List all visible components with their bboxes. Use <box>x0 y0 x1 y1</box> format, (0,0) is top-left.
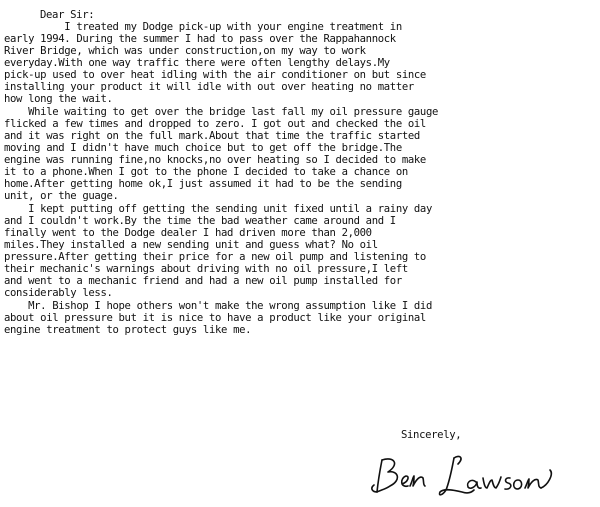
letter-line: everyday.With one way traffic there were often lengthy delays.My <box>4 57 390 69</box>
letter-line: and it was right on the full mark.About that time the traffic started <box>4 130 420 142</box>
letter-line: River Bridge, which was under construction,on my way to work <box>4 45 366 57</box>
letter-line: While waiting to get over the bridge last fall my oil pressure gauge <box>4 106 439 118</box>
letter-line: how long the wait. <box>4 93 113 105</box>
letter-line: considerably less. <box>4 287 113 299</box>
letter-line: early 1994. During the summer I had to pass over the Rappahannock <box>4 33 396 45</box>
handwritten-signature <box>368 452 568 500</box>
letter-line: pick-up used to over heat idling with the air conditioner on but since <box>4 69 426 81</box>
letter-line: moving and I didn't have much choice but to get off the bridge.The <box>4 142 402 154</box>
letter-line: finally went to the Dodge dealer I had driven more than 2,000 <box>4 227 372 239</box>
letter-line: engine treatment to protect guys like me. <box>4 324 252 336</box>
letter-line: I kept putting off getting the sending unit fixed until a rainy day <box>4 203 432 215</box>
letter-line: it to a phone.When I got to the phone I decided to take a chance on <box>4 166 408 178</box>
letter-line: pressure.After getting their price for a new oil pump and listening to <box>4 251 426 263</box>
letter-line: flicked a few times and dropped to zero. I got out and checked the oil <box>4 118 426 130</box>
salutation: Dear Sir: <box>40 9 95 21</box>
closing: Sincerely, <box>401 429 462 441</box>
letter-line: unit, or the guage. <box>4 190 119 202</box>
letter-line: Mr. Bishop I hope others won't make the wrong assumption like I did <box>4 300 432 312</box>
letter-line: installing your product it will idle with out over heating no matter <box>4 81 414 93</box>
letter-line: about oil pressure but it is nice to have a product like your original <box>4 312 426 324</box>
letter-line: I treated my Dodge pick-up with your engine treatment in <box>4 21 402 33</box>
letter-line: engine was running fine,no knocks,no over heating so I decided to make <box>4 154 426 166</box>
letter-line: their mechanic's warnings about driving with no oil pressure,I left <box>4 263 408 275</box>
letter-line: and went to a mechanic friend and had a new oil pump installed for <box>4 275 402 287</box>
letter-line: home.After getting home ok,I just assumed it had to be the sending <box>4 178 402 190</box>
letter-line: and I couldn't work.By the time the bad weather came around and I <box>4 215 396 227</box>
letter-line: miles.They installed a new sending unit and guess what? No oil <box>4 239 378 251</box>
